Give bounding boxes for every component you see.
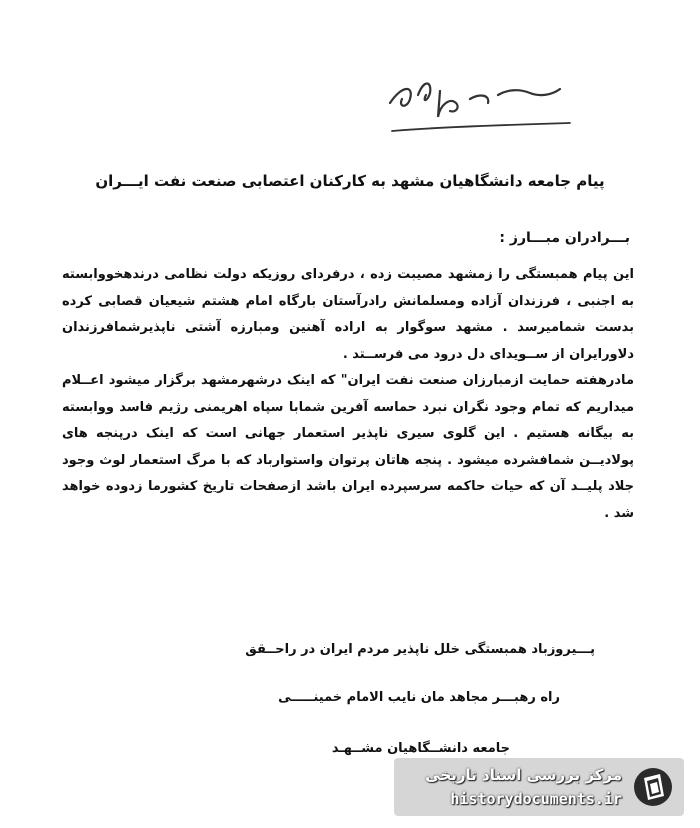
watermark-url: historydocuments.ir xyxy=(450,790,622,808)
body-paragraph: مادرهفته حمایت ازمبارزان صنعت نفت ایران" که اینک درشهرمشهد برگزار میشود اعــلام میداریم که تمام وجود نگران نبرد حماسه آفرین شمابا سپاه اهریمنی رژیم فاسد ووابسته به بیگانه هستیم . این گلوی سیری ناپذیر استعمار جهانی است که اینک درپنجه های پولادیــن شمافشرده میشود . پنجه هاتان پرتوان واستوارباد که با مرگ استعمار لوث وجود جلاد پلیــد آن که حیات حاکمه سرسپرده ایران باشد ازصفحات تاریخ کشورما زدوده خواهد شد . xyxy=(62,373,634,521)
document-body xyxy=(62,262,634,527)
signature-icon xyxy=(380,55,580,145)
closing-line: راه رهبـــر مجاهد مان نایب الامام خمینـــــی xyxy=(278,690,560,705)
watermark-banner xyxy=(394,758,684,816)
body-paragraph: این پیام همبستگی را زمشهد مصیبت زده ، درفردای روزیکه دولت نظامی درندهخووابسته به اجنبی ، فرزندان آزاده ومسلمانش رادرآستان بارگاه امام هشتم شیعیان قصابی کرده بدست شمامیرسد . مشهد سوگوار به اراده آهنین ومبارزه آشتی ناپذیرشمافرزندان دلاورایران از ســویدای دل درود می فرســتد . xyxy=(62,267,634,362)
document-title: پیام جامعه دانشگاهیان مشهد به کارکنان اعتصابی صنعت نفت ایـــران xyxy=(95,172,605,190)
archive-logo-icon xyxy=(632,766,674,808)
closing-line: پـــیروزباد همبستگی خلل ناپذیر مردم ایران در راحــقق xyxy=(245,642,595,657)
salutation: بـــرادران مبـــارز : xyxy=(499,230,630,246)
watermark-name: مرکز بررسی اسناد تاریخی xyxy=(425,766,622,784)
signatory: جامعه دانشــگاهیان مشــهـد xyxy=(331,741,510,756)
